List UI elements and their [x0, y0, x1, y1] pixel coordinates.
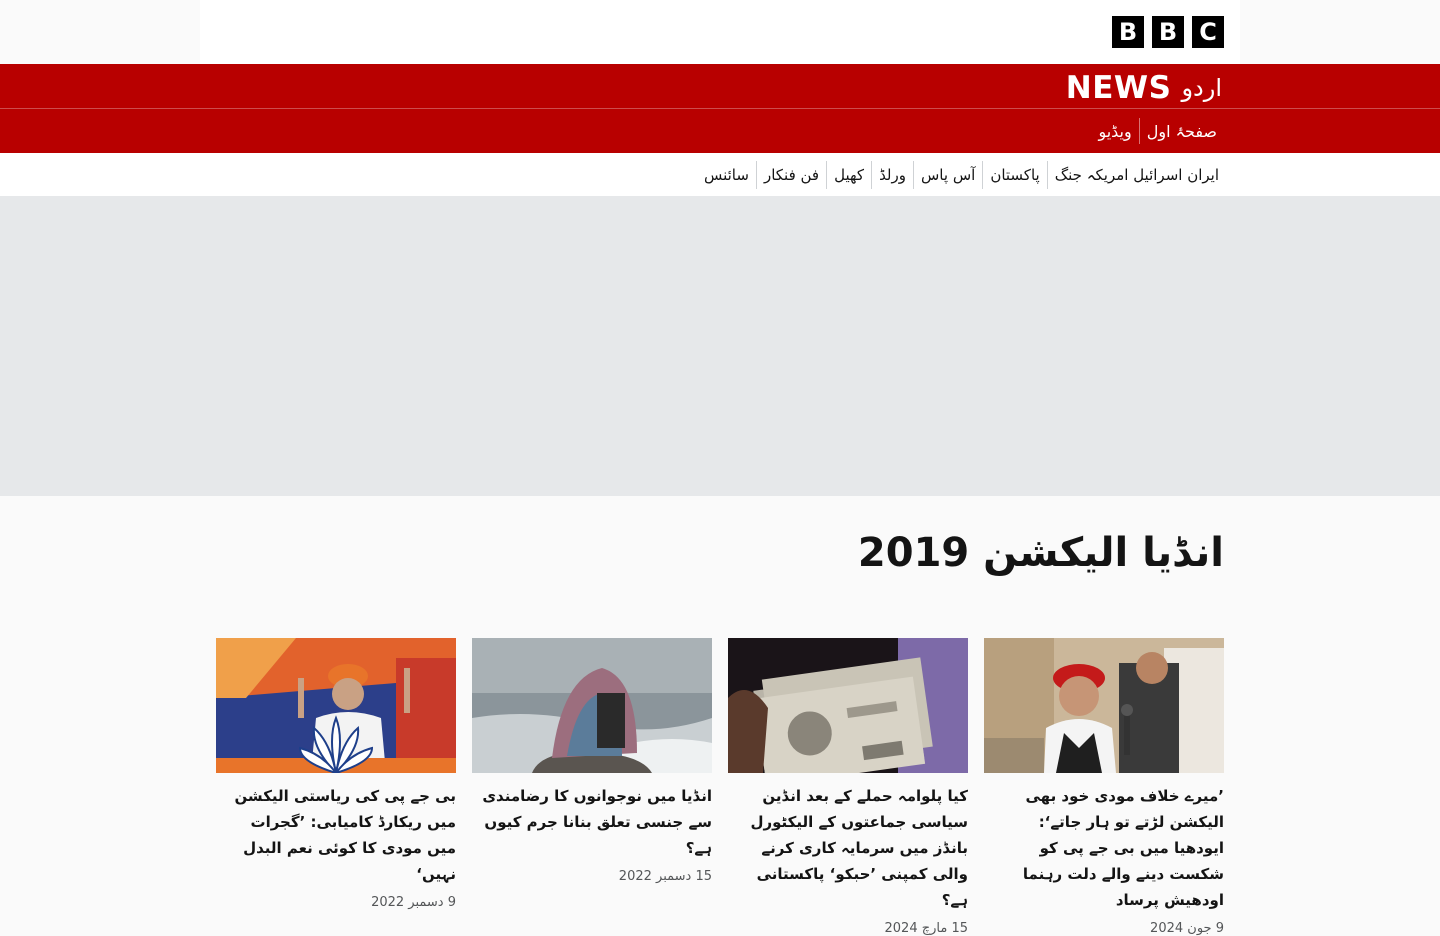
news-urdu-brand[interactable] [1066, 70, 1222, 106]
bbc-logo[interactable] [1112, 16, 1224, 48]
masthead [200, 0, 1240, 64]
bbc-logo-letter: B [1112, 16, 1144, 48]
bbc-logo-letter: C [1192, 16, 1224, 48]
advertisement-slot [0, 196, 1440, 496]
subnav-item-iran-israel-us-war[interactable]: ایران اسرائیل امریکہ جنگ [1054, 166, 1219, 184]
story-headline[interactable]: کیا پلوامہ حملے کے بعد انڈین سیاسی جماعتوں کے الیکٹورل بانڈز میں سرمایہ کاری کرنے والی کمپنی ’حبکو‘ پاکستانی ہے؟ [750, 787, 968, 909]
news-wordmark: NEWS [1065, 70, 1172, 106]
subnav-item-world[interactable]: ورلڈ [879, 166, 906, 184]
story-image[interactable] [984, 638, 1224, 773]
man-red-cap-photo [984, 638, 1224, 773]
story-image[interactable] [728, 638, 968, 773]
modi-rally-photo [216, 638, 456, 773]
story-image[interactable] [216, 638, 456, 773]
brand-divider [0, 108, 1440, 109]
nav-item-home[interactable]: صفحۂ اول [1146, 121, 1217, 141]
story-card[interactable] [984, 638, 1224, 936]
subnav-item-pakistan[interactable]: پاکستان [990, 166, 1040, 184]
story-card[interactable] [728, 638, 968, 936]
story-date: 15 دسمبر 2022 [618, 869, 712, 884]
couple-by-sea-photo [472, 638, 712, 773]
urdu-wordmark: اردو [1181, 74, 1222, 102]
story-card[interactable] [216, 638, 456, 910]
story-headline[interactable]: ’میرے خلاف مودی خود بھی الیکشن لڑتے تو ہار جاتے‘: ایودھیا میں بی جے پی کو شکست دینے والے دلت رہنما اودھیش پرساد [1022, 787, 1224, 909]
rupee-notes-photo [728, 638, 968, 773]
nav-item-video[interactable]: ویڈیو [1098, 121, 1132, 141]
story-headline[interactable]: انڈیا میں نوجوانوں کا رضامندی سے جنسی تعلق بنانا جرم کیوں ہے؟ [482, 787, 712, 857]
subnav-item-science[interactable]: سائنس [703, 166, 749, 184]
subnav-item-arts[interactable]: فن فنکار [763, 166, 820, 184]
page-title: انڈیا الیکشن 2019 [857, 530, 1224, 576]
subnav-item-sport[interactable]: کھیل [834, 166, 865, 184]
story-date: 9 دسمبر 2022 [371, 895, 456, 910]
story-date: 9 جون 2024 [1150, 921, 1224, 936]
primary-nav [1091, 114, 1224, 148]
secondary-nav [697, 160, 1226, 190]
story-image[interactable] [472, 638, 712, 773]
subnav-item-region[interactable]: آس پاس [921, 166, 976, 184]
bbc-logo-letter: B [1152, 16, 1184, 48]
story-headline[interactable]: بی جے پی کی ریاستی الیکشن میں ریکارڈ کامیابی: ’گجرات میں مودی کا کوئی نعم البدل نہیں‘ [234, 787, 456, 883]
story-card[interactable] [472, 638, 712, 884]
story-date: 15 مارچ 2024 [884, 921, 968, 936]
